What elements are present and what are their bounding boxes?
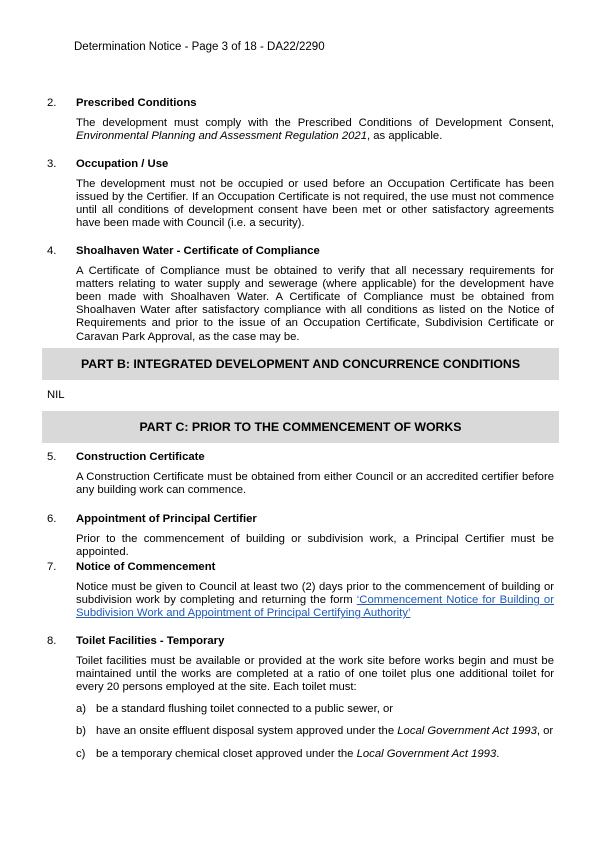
- condition-title: Notice of Commencement: [76, 561, 216, 573]
- page-header: Determination Notice - Page 3 of 18 - DA22/2290: [74, 41, 325, 53]
- toilet-requirements-list: [76, 703, 554, 760]
- condition-2: [47, 97, 554, 143]
- condition-body: Prior to the commencement of building or subdivision work, a Principal Certifier must be appointed.: [76, 533, 554, 559]
- condition-body: Notice must be given to Council at least two (2) days prior to the commencement of building or subdivision work by completing and returning the form ‘Commencement Notice for Building or Subdivision Work and Appointment of Principal Certifying Authority’: [76, 581, 554, 620]
- condition-body: A Certificate of Compliance must be obtained to verify that all necessary requirements for matters relating to water supply and sewerage (where applicable) for the development have been made with Shoalhaven Water. A Certificate of Compliance must be obtained from Shoalhaven Water after satisfactory compliance with all conditions as listed on the Notice of Requirements and prior to the issue of an Occupation Certificate, Subdivision Certificate or Caravan Park Approval, as the case may be.: [76, 265, 554, 343]
- condition-number: 5.: [47, 451, 57, 463]
- condition-number: 6.: [47, 513, 57, 525]
- condition-body: The development must comply with the Prescribed Conditions of Development Consent, Environmental Planning and Assessment Regulation 2021, as applicable.: [76, 117, 554, 143]
- condition-title: Shoalhaven Water - Certificate of Compliance: [76, 245, 320, 257]
- condition-number: 4.: [47, 245, 57, 257]
- condition-4: [47, 245, 554, 344]
- condition-title: Prescribed Conditions: [76, 97, 197, 109]
- condition-3: [47, 158, 554, 230]
- commencement-notice-form-link[interactable]: ‘Commencement Notice for Building or Subdivision Work and Appointment of Principal Certifying Authority’: [76, 594, 554, 620]
- part-b-heading: PART B: INTEGRATED DEVELOPMENT AND CONCURRENCE CONDITIONS: [42, 348, 559, 380]
- condition-number: 2.: [47, 97, 57, 109]
- condition-number: 8.: [47, 635, 57, 647]
- part-c-heading: PART C: PRIOR TO THE COMMENCEMENT OF WORKS: [42, 411, 559, 443]
- condition-body: The development must not be occupied or used before an Occupation Certificate has been issued by the Certifier. If an Occupation Certificate is not required, the use must not commence until all conditions of development consent have been met or other satisfactory agreements have been made with Council (i.e. a security).: [76, 178, 554, 230]
- part-b-nil: NIL: [47, 389, 65, 401]
- condition-number: 3.: [47, 158, 57, 170]
- condition-title: Appointment of Principal Certifier: [76, 513, 257, 525]
- condition-body: A Construction Certificate must be obtained from either Council or an accredited certifier before any building work can commence.: [76, 471, 554, 497]
- list-item: a) be a standard flushing toilet connected to a public sewer, or: [76, 703, 394, 716]
- condition-7: [47, 561, 554, 620]
- list-item: c) be a temporary chemical closet approved under the Local Government Act 1993.: [76, 747, 500, 760]
- list-item: b) have an onsite effluent disposal system approved under the Local Government Act 1993, or: [76, 725, 554, 738]
- condition-title: Toilet Facilities - Temporary: [76, 635, 225, 647]
- condition-number: 7.: [47, 561, 57, 573]
- condition-5: [47, 451, 554, 497]
- condition-6: [47, 513, 554, 559]
- condition-title: Occupation / Use: [76, 158, 169, 170]
- condition-title: Construction Certificate: [76, 451, 205, 463]
- condition-8: [47, 635, 554, 761]
- condition-body: Toilet facilities must be available or provided at the work site before works begin and must be maintained until the works are completed at a ratio of one toilet plus one additional toilet for every 20 persons employed at the site. Each toilet must:: [76, 655, 554, 694]
